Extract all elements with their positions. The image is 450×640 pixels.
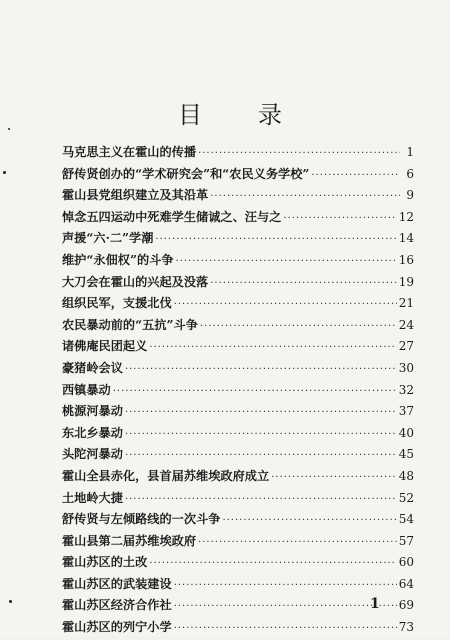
toc-leader-dots (200, 316, 397, 338)
toc-leader-dots (311, 165, 400, 187)
toc-leader-dots (222, 510, 396, 532)
toc-entry-page: 45 (398, 447, 414, 462)
scan-speck (8, 128, 10, 130)
toc-entry (62, 552, 414, 574)
toc-entry-title: 土地岭大捷 (62, 490, 123, 505)
toc-entry-page: 54 (398, 512, 414, 527)
toc-entry-page: 19 (398, 274, 414, 289)
toc-entry-page: 73 (398, 620, 414, 635)
toc-entry (62, 531, 414, 553)
toc-leader-dots (210, 186, 400, 208)
toc-entry (62, 315, 414, 337)
toc-leader-dots (283, 208, 396, 230)
toc-entry-page: 60 (398, 555, 414, 570)
toc-entry-title: 农民暴动前的“五抗”斗争 (62, 317, 198, 332)
toc-entry-title: 东北乡暴动 (62, 425, 123, 440)
toc-entry (62, 228, 414, 250)
title-char-1: 目 (178, 101, 202, 129)
toc-entry-page: 12 (398, 209, 414, 224)
toc-entry-title: 西镇暴动 (62, 382, 111, 397)
toc-entry-page: 57 (398, 533, 414, 548)
toc-entry (62, 336, 414, 358)
toc-entry-page: 48 (398, 468, 414, 483)
scan-speck (9, 600, 12, 603)
toc-entry (62, 466, 414, 488)
toc-leader-dots (174, 575, 397, 597)
toc-entry-title: 霍山苏区经济合作社 (62, 598, 172, 613)
toc-entry-title: 霍山苏区的列宁小学 (62, 620, 172, 635)
toc-entry (62, 574, 414, 596)
toc-entry-page: 14 (398, 231, 414, 246)
toc-entry (62, 185, 414, 207)
toc-entry (62, 423, 414, 445)
toc-entry-page: 69 (398, 598, 414, 613)
toc-leader-dots (149, 337, 396, 359)
table-of-contents (62, 142, 414, 639)
page-number: 1 (370, 596, 380, 612)
toc-entry-title: 霍山全县赤化，县首届苏维埃政府成立 (62, 468, 270, 483)
toc-leader-dots (125, 445, 397, 467)
toc-entry-page: 40 (398, 425, 414, 440)
toc-leader-dots (176, 251, 397, 273)
toc-entry-page: 1 (406, 145, 414, 159)
toc-entry-page: 52 (398, 490, 414, 505)
toc-leader-dots (149, 553, 396, 575)
toc-leader-dots (271, 467, 397, 489)
toc-leader-dots (113, 381, 397, 403)
toc-leader-dots (198, 532, 397, 554)
toc-entry-title: 霍山苏区的土改 (62, 555, 148, 570)
toc-entry-page: 30 (398, 360, 414, 375)
toc-entry (62, 401, 414, 423)
scan-speck (3, 171, 6, 174)
toc-entry-title: 舒传贤创办的“学术研究会”和“农民义务学校” (62, 166, 310, 181)
toc-entry-page: 24 (398, 317, 414, 332)
toc-entry (62, 142, 414, 164)
toc-entry-title: 维护“永佃权”的斗争 (62, 252, 174, 267)
toc-entry-title: 诸佛庵民团起义 (62, 339, 148, 354)
toc-entry-title: 豪猪岭会议 (62, 360, 123, 375)
toc-entry-title: 组织民军，支援北伐 (62, 296, 172, 311)
toc-leader-dots (125, 359, 397, 381)
toc-leader-dots (174, 294, 397, 316)
toc-entry-title: 霍山县党组织建立及其沿革 (62, 188, 209, 203)
toc-entry-page: 21 (398, 296, 414, 311)
toc-entry-page: 32 (398, 382, 414, 397)
toc-entry (62, 293, 414, 315)
toc-entry-title: 头陀河暴动 (62, 447, 123, 462)
toc-entry (62, 509, 414, 531)
title-char-2: 录 (258, 101, 282, 129)
toc-entry (62, 380, 414, 402)
toc-entry-page: 16 (398, 252, 414, 267)
toc-leader-dots (155, 229, 396, 251)
toc-entry-page: 9 (406, 188, 414, 203)
toc-entry (62, 617, 414, 639)
toc-leader-dots (125, 489, 397, 511)
toc-entry (62, 444, 414, 466)
toc-entry (62, 207, 414, 229)
toc-entry-title: 马克思主义在霍山的传播 (62, 145, 197, 159)
toc-entry (62, 164, 414, 186)
toc-entry-page: 37 (398, 404, 414, 419)
toc-leader-dots (125, 424, 397, 446)
toc-entry-title: 霍山县第二届苏维埃政府 (62, 533, 197, 548)
toc-entry-page: 27 (398, 339, 414, 354)
toc-entry-title: 霍山苏区的武装建设 (62, 576, 172, 591)
toc-entry (62, 272, 414, 294)
toc-leader-dots (174, 596, 397, 618)
toc-leader-dots (125, 402, 397, 424)
toc-entry-title: 大刀会在霍山的兴起及没落 (62, 274, 209, 289)
toc-leader-dots (210, 273, 396, 295)
toc-leader-dots (174, 618, 397, 640)
toc-entry (62, 250, 414, 272)
toc-entry (62, 358, 414, 380)
toc-entry-page: 6 (406, 166, 414, 181)
toc-entry (62, 595, 414, 617)
toc-entry (62, 488, 414, 510)
toc-entry-title: 声援“六·二”学潮 (62, 231, 154, 246)
toc-entry-title: 舒传贤与左倾路线的一次斗争 (62, 512, 221, 527)
toc-entry-title: 桃源河暴动 (62, 404, 123, 419)
toc-entry-page: 64 (398, 576, 414, 591)
toc-entry-title: 悼念五四运动中死难学生储诚之、汪与之 (62, 209, 282, 224)
toc-leader-dots (198, 143, 400, 165)
